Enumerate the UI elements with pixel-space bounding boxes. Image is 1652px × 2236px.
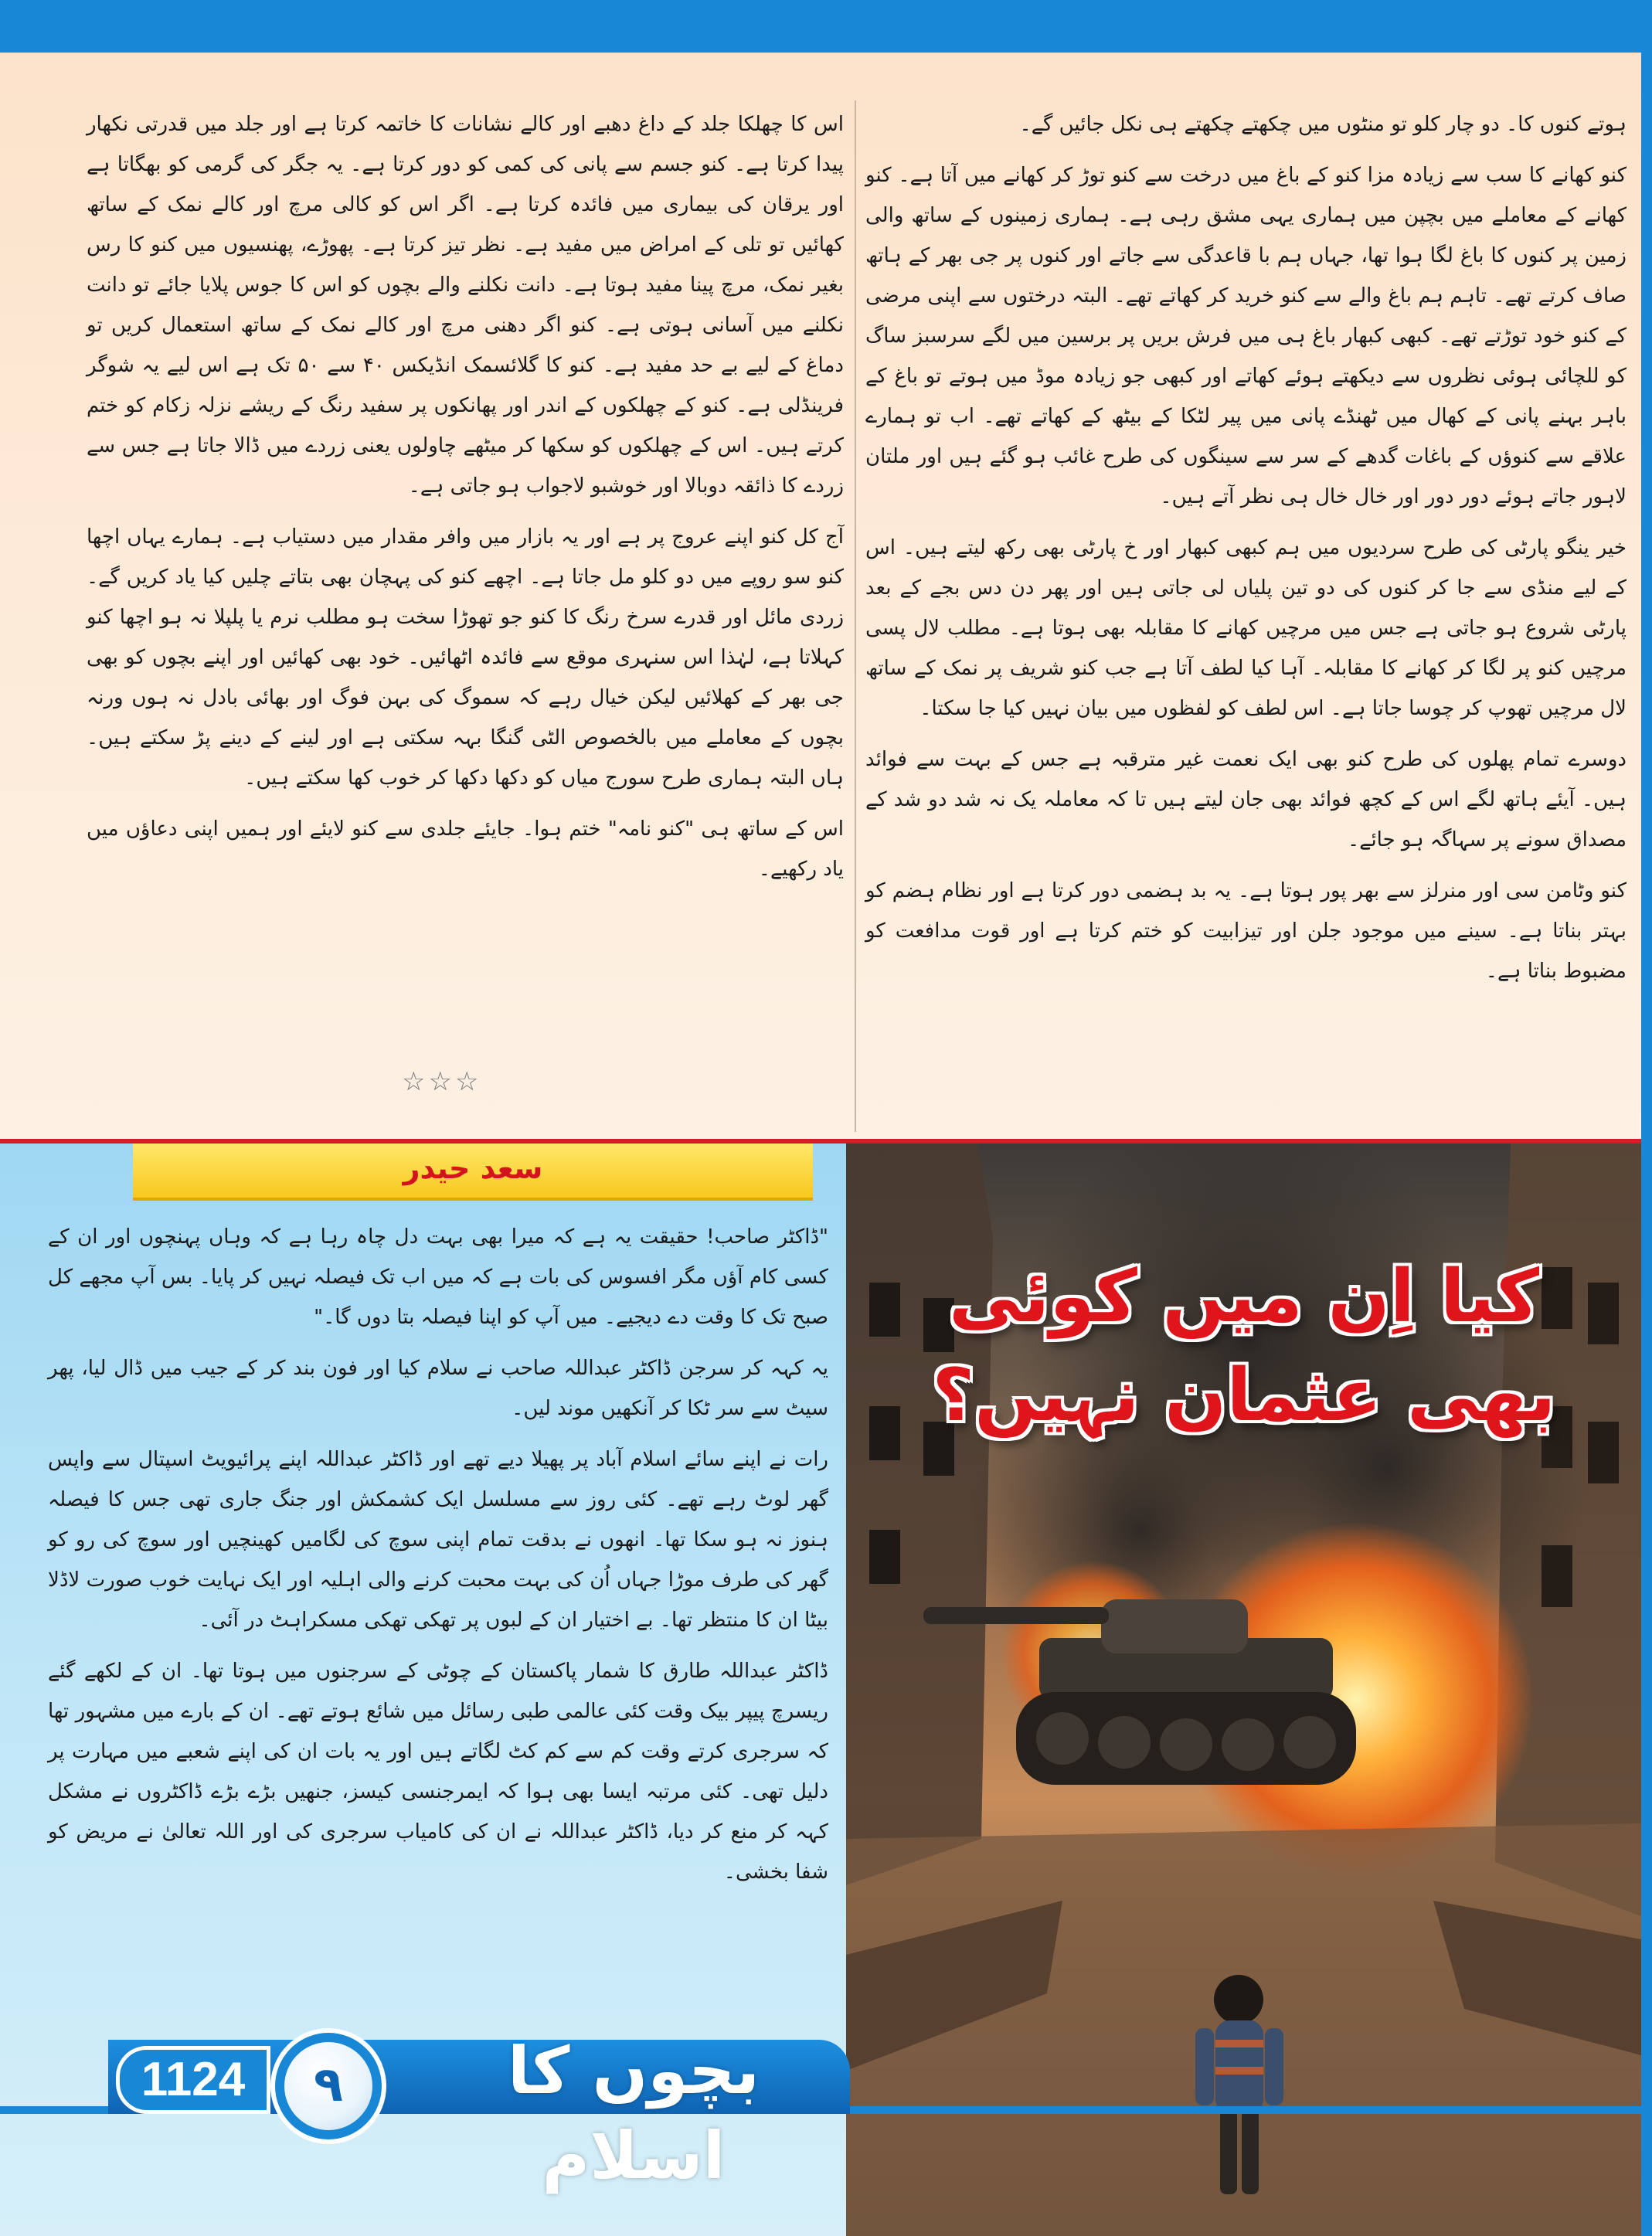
author-name: سعد حیدر [403,1151,543,1185]
paragraph: ڈاکٹر عبداللہ طارق کا شمار پاکستان کے چوٹی کے سرجنوں میں ہوتا تھا۔ ان کے لکھے گئے ریسرچ پیپر بیک وقت کئی عالمی طبی رسائل میں شائع ہوتے تھے۔ ان کے بارے میں مشہور تھا کہ سرجری کرتے وقت کم سے کم کٹ لگاتے ہیں اور یہ بات ان کی اپنے شعبے میں مہارت پر دلیل تھی۔ کئی مرتبہ ایسا بھی ہوا کہ ایمرجنسی کیسز، جنھیں بڑے بڑے ڈاکٹروں نے مشکل کہہ کر منع کر دیا، ڈاکٹر عبداللہ نے ان کی کامیاب سرجری کی اور اللہ تعالیٰ نے مریض کو شفا بخشی۔ [48,1660,828,1884]
top-color-strip [0,0,1652,53]
headline-line-2: بھی عثمان نہیں؟ [932,1354,1556,1438]
column-divider [855,100,856,1132]
paragraph: اس کا چھلکا جلد کے داغ دھبے اور کالے نشانات کا خاتمہ کرتا ہے اور جلد میں قدرتی نکھار پیدا کرتا ہے۔ کنو جسم سے پانی کی کمی کو دور کرتا ہے۔ یہ جگر کی گرمی کو بھگاتا ہے اور یرقان کی بیماری میں فائدہ کرتا ہے۔ اگر اس کو کالی مرچ اور کالے نمک کے ساتھ کھائیں تو تلی کے امراض میں مفید ہے۔ نظر تیز کرتا ہے۔ پھوڑے، پھنسیوں میں کنو کا رس بغیر نمک، مرچ پینا مفید ہوتا ہے۔ دانت نکلنے والے بچوں کو اس کا جوس پلایا جائے تو دانت نکلنے میں آسانی ہوتی ہے۔ کنو اگر دھنی مرچ اور کالے نمک کے ساتھ استعمال کریں تو دماغ کے لیے بے حد مفید ہے۔ کنو کا گلائسمک انڈیکس ۴۰ سے ۵۰ تک ہے اس لیے یہ شوگر فرینڈلی ہے۔ کنو کے چھلکوں کے اندر اور پھانکوں پر سفید رنگ کے ریشے نزلہ زکام کو ختم کرتے ہیں۔ اس کے چھلکوں کو سکھا کر میٹھے چاولوں یعنی زردے میں ڈالا جاتا ہے جس سے زردے کا ذائقہ دوبالا اور خوشبو لاجواب ہو جاتی ہے۔ [87,113,844,498]
paragraph: کنو کھانے کا سب سے زیادہ مزا کنو کے باغ میں درخت سے کنو توڑ کر کھانے میں آتا ہے۔ کنو کھانے کے معاملے میں بچپن میں ہماری یہی مشق رہی ہے۔ ہماری زمینوں کے ساتھ والی زمین پر کنوں کا باغ لگا ہوا تھا، جہاں ہم با قاعدگی سے جاتے اور کنوں پر جی بھر کے ہاتھ صاف کرتے تھے۔ تاہم ہم باغ والے سے کنو خرید کر کھاتے تھے۔ البتہ درختوں سے اپنی مرضی کے کنو خود توڑتے تھے۔ کبھی کبھار باغ ہی میں فرش بریں پر برسین میں لگے سرسبز ساگ کو للچائی ہوئی نظروں سے دیکھتے ہوئے کھاتے اور کبھی جو زیادہ موڈ میں ہوتے تو باغ کے باہر بہنے پانی کے کھال میں ٹھنڈے پانی میں پیر لٹکا کے بیٹھ کے کھاتے تھے۔ اب تو ہمارے علاقے سے کنوؤں کے باغات گدھے کے سر سے سینگوں کی طرح غائب ہو گئے ہیں اور ملتان لاہور جاتے ہوئے دور دور اور خال خال ہی نظر آتے ہیں۔ [865,164,1627,508]
magazine-masthead: بچوں کا اسلام [507,2033,760,2194]
paragraph: آج کل کنو اپنے عروج پر ہے اور یہ بازار میں وافر مقدار میں دستیاب ہے۔ ہمارے یہاں اچھا کنو سو روپے میں دو کلو مل جاتا ہے۔ اچھے کنو کی پہچان بھی بتاتے چلیں کیا یاد کریں گے۔ زردی مائل اور قدرے سرخ رنگ کا کنو جو تھوڑا سخت ہو مطلب نرم یا پلپلا نہ ہو اچھا کنو کہلاتا ہے، لہٰذا اس سنہری موقع سے فائدہ اٹھائیں۔ خود بھی کھائیں اور اپنے بچوں کو بھی جی بھر کے کھلائیں لیکن خیال رہے کہ سموگ کی بہن فوگ اور بھائی بادل نہ ہوں ورنہ بچوں کے معاملے میں بالخصوص الٹی گنگا بہہ سکتی ہے اور لینے کے دینے پڑ سکتے ہیں۔ ہاں البتہ ہماری طرح سورج میاں کو دکھا دکھا کر خوب کھا سکتے ہیں۔ [87,525,844,790]
paragraph: اس کے ساتھ ہی "کنو نامہ" ختم ہوا۔ جایئے جلدی سے کنو لایئے اور ہمیں اپنی دعاؤں میں یاد رکھیے۔ [87,817,844,881]
story-column [48,1217,828,1903]
feature-headline [873,1248,1615,1446]
paragraph: یہ کہہ کر سرجن ڈاکٹر عبداللہ صاحب نے سلام کیا اور فون بند کر کے جیب میں ڈال لیا، پھر سیٹ سے سر ٹکا کر آنکھیں موند لیں۔ [48,1357,828,1420]
author-banner [133,1143,813,1201]
paragraph: دوسرے تمام پھلوں کی طرح کنو بھی ایک نعمت غیر مترقبہ ہے جس کے بہت سے فوائد ہیں۔ آیئے ہاتھ لگے اس کے کچھ فوائد بھی جان لیتے ہیں تا کہ معاملہ یک نہ شد دو شد کے مصداق سونے پر سہاگہ ہو جائے۔ [865,748,1627,851]
article-column-right [865,104,1627,1002]
right-edge-strip [1641,0,1652,2236]
paragraph: خیر ینگو پارٹی کی طرح سردیوں میں ہم کبھی کبھار اور خ پارٹی بھی رکھ لیتے ہیں۔ اس کے لیے منڈی سے جا کر کنوں کی دو تین پلیاں لی جاتی ہیں اور پھر دن دس بجے کے بعد پارٹی شروع ہو جاتی ہے جس میں مرچیں کھانے کا مقابلہ بھی ہوتا ہے۔ مطلب لال پسی مرچیں کنو پر لگا کر کھانے کا مقابلہ۔ آہا کیا لطف آتا ہے جب کنو شریف پر نمک کے ساتھ لال مرچیں تھوپ کر چوسا جاتا ہے۔ اس لطف کو لفظوں میں بیان نہیں کیا جا سکتا۔ [865,536,1627,720]
headline-line-1: کیا اِن میں کوئی [948,1255,1540,1339]
paragraph: "ڈاکٹر صاحب! حقیقت یہ ہے کہ میرا بھی بہت دل چاہ رہا ہے کہ وہاں پہنچوں اور ان کے کسی کام آؤں مگر افسوس کی بات ہے کہ میں اب تک فیصلہ نہیں کر پایا۔ بس آپ مجھے کل صبح تک کا وقت دے دیجیے۔ میں آپ کو اپنا فیصلہ بتا دوں گا۔" [48,1225,828,1329]
paragraph: رات نے اپنے سائے اسلام آباد پر پھیلا دیے تھے اور ڈاکٹر عبداللہ اپنے پرائیویٹ اسپتال سے واپس گھر لوٹ رہے تھے۔ کئی روز سے مسلسل ایک کشمکش اور جنگ جاری تھی جس کا فیصلہ ہنوز نہ ہو سکا تھا۔ انھوں نے بدقت تمام اپنی سوچ کی لگامیں کھینچیں اور سوچ کی رو کو گھر کی طرف موڑا جہاں اُن کی بہت محبت کرنے والی اہلیہ اور ایک نہایت خوب صورت لاڈلا بیٹا ان کا منتظر تھا۔ بے اختیار ان کے لبوں پر تھکی تھکی مسکراہٹ در آئی۔ [48,1448,828,1632]
end-mark: ☆☆☆ [402,1066,482,1097]
article-column-left [87,104,844,900]
paragraph: ہوتے کنوں کا۔ دو چار کلو تو منٹوں میں چکھتے چکھتے ہی نکل جائیں گے۔ [1019,113,1627,136]
page-number: ۹ [284,2042,372,2130]
paragraph: کنو وٹامن سی اور منرلز سے بھر پور ہوتا ہے۔ یہ بد ہضمی دور کرتا ہے اور نظام ہضم کو بہتر بناتا ہے۔ سینے میں موجود جلن اور تیزابیت کو ختم کرتا ہے اور قوت مدافعت کو مضبوط بناتا ہے۔ [865,879,1627,983]
issue-number: 1124 [116,2046,270,2114]
